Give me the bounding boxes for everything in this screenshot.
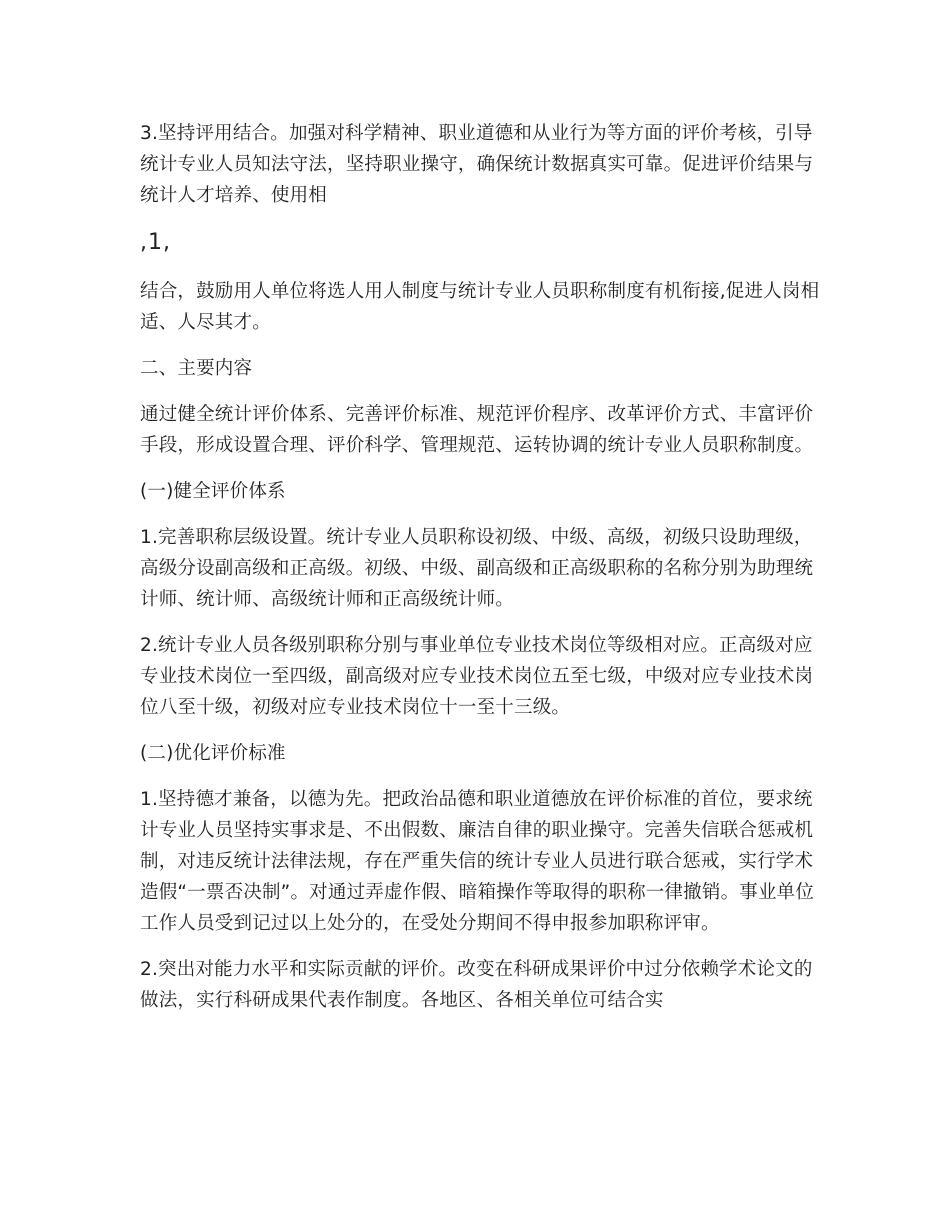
section-heading-main-content: 二、主要内容 bbox=[140, 358, 253, 379]
paragraph-ethics-first: 1.坚持德才兼备，以德为先。把政治品德和职业道德放在评价标准的首位，要求统计专业人员坚持实事求是、不出假数、廉洁自律的职业操守。完善失信联合惩戒机制，对违反统计法律法规，存在严重失信的统计专业人员进行联合惩戒，实行学术造假“一票否决制”。对通过弄虚作假、暗箱操作等取得的职称一律撤销。事业单位工作人员受到记过以上处分的，在受处分期间不得申报参加职称评审。 bbox=[140, 789, 815, 934]
paragraph-ability-contribution: 2.突出对能力水平和实际贡献的评价。改变在科研成果评价中过分依赖学术论文的做法，实行科研成果代表作制度。各地区、各相关单位可结合实 bbox=[140, 959, 813, 1011]
subsection-heading-evaluation-standards: (二)优化评价标准 bbox=[140, 743, 286, 764]
paragraph-principle-3: 3.坚持评用结合。加强对科学精神、职业道德和从业行为等方面的评价考核，引导统计专业人员知法守法，坚持职业操守，确保统计数据真实可靠。促进评价结果与统计人才培养、使用相 bbox=[140, 123, 814, 206]
paragraph-title-levels: 1.完善职称层级设置。统计专业人员职称设初级、中级、高级，初级只设助理级，高级分设副高级和正高级。初级、中级、副高级和正高级职称的名称分别为助理统计师、统计师、高级统计师和正高级统计师。 bbox=[140, 527, 814, 610]
paragraph-post-levels: 2.统计专业人员各级别职称分别与事业单位专业技术岗位等级相对应。正高级对应专业技术岗位一至四级，副高级对应专业技术岗位五至七级，中级对应专业技术岗位八至十级，初级对应专业技术岗位十一至十三级。 bbox=[140, 635, 814, 718]
paragraph-main-content-intro: 通过健全统计评价体系、完善评价标准、规范评价程序、改革评价方式、丰富评价手段，形成设置合理、评价科学、管理规范、运转协调的统计专业人员职称制度。 bbox=[140, 404, 814, 456]
document-page bbox=[140, 118, 830, 1031]
subsection-heading-evaluation-system: (一)健全评价体系 bbox=[140, 481, 286, 502]
paragraph-principle-3-continued: 结合，鼓励用人单位将选人用人制度与统计专业人员职称制度有机衔接,促进人岗相适、人尽其才。 bbox=[140, 281, 820, 333]
page-number-marker: ,1, bbox=[140, 230, 171, 255]
